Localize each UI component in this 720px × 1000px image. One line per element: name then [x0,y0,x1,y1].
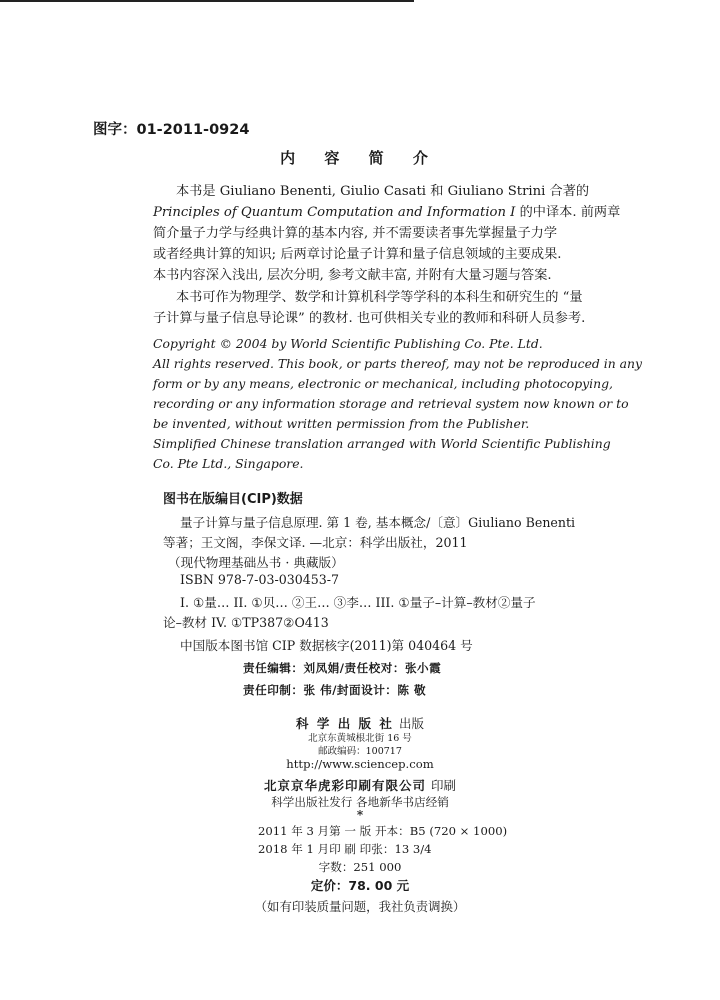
introduction-title: 内 容 简 介 [280,149,440,167]
intro-line: 子计算与量子信息导论课” 的教材. 也可供相关专业的教师和科研人员参考. [153,311,586,326]
copyright-line: Simplified Chinese translation arranged with World Scientific Publishing [153,436,611,451]
intro-line: 本书可作为物理学、数学和计算机科学等学科的本科生和研究生的 “量 [176,290,583,305]
price: 定价：78. 00 元 [310,878,410,893]
cip-line: I. ①量… II. ①贝… ②王… ③李… III. ①量子–计算–教材②量子 [180,595,536,610]
printer-action: 印刷 [431,778,457,793]
copyright-line: recording or any information storage and retrieval system now known or to [153,396,629,411]
printer-name: 北京京华虎彩印刷有限公司 [263,778,426,793]
cip-heading: 图书在版编目(CIP)数据 [163,492,303,507]
copyright-line: All rights reserved. This book, or parts thereof, may not be reproduced in any [153,356,643,371]
printer-line [0,775,720,794]
distribution-line: 科学出版社发行 各地新华书店经销 [271,795,449,809]
intro-line: 或者经典计算的知识; 后两章讨论量子计算和量子信息领域的主要成果. [153,247,562,262]
intro-line: 简介量子力学与经典计算的基本内容, 并不需要读者事先掌握量子力学 [153,226,558,241]
edition-printing: 2018 年 1 月印 刷 印张：13 3/4 [258,842,432,856]
copyright-line: form or by any means, electronic or mechanical, including photocopying, [153,376,613,391]
copyright-line: be invented, without written permission from the Publisher. [153,416,530,431]
word-count: 字数：251 000 [318,860,402,874]
intro-line: 本书是 Giuliano Benenti, Giulio Casati 和 Giuliano Strini 合著的 [176,184,590,199]
cip-catalog-number: 中国版本图书馆 CIP 数据核字(2011)第 040464 号 [180,638,473,653]
credits-production: 责任印制：张 伟/封面设计：陈 敬 [243,683,427,697]
book-title-original: Principles of Quantum Computation and Information I [153,205,516,220]
intro-line: Principles of Quantum Computation and Information I 的中译本. 前两章 [153,205,621,220]
separator-asterisk: * [356,808,364,822]
cip-line: 论–教材 IV. ①TP387②O413 [163,615,329,630]
cip-line: 等著；王文阁，李保文译. —北京：科学出版社，2011 [163,535,468,550]
cip-bottom-rule [0,1,414,2]
publisher-website: http://www.sciencep.com [286,757,434,771]
edition-first: 2011 年 3 月第 一 版 开本：B5 (720 × 1000) [258,824,508,838]
cip-line: 量子计算与量子信息原理. 第 1 卷, 基本概念/〔意〕Giuliano Benenti [180,515,576,530]
publisher-action: 出版 [399,716,425,731]
permit-number: 图字：01-2011-0924 [93,122,250,138]
cip-line: （现代物理基础丛书 · 典藏版） [168,555,344,570]
copyright-line: Copyright © 2004 by World Scientific Publishing Co. Pte. Ltd. [153,336,543,351]
copyright-line: Co. Pte Ltd., Singapore. [153,456,304,471]
quality-notice: （如有印装质量问题，我社负责调换） [254,899,466,914]
publisher-address: 北京东黄城根北街 16 号 [308,733,412,744]
publisher-postcode: 邮政编码：100717 [318,746,402,757]
intro-line: 本书内容深入浅出, 层次分明, 参考文献丰富, 并附有大量习题与答案. [153,268,552,283]
publisher-name: 科 学 出 版 社 [295,716,394,731]
cip-isbn: ISBN 978-7-03-030453-7 [180,572,340,587]
credits-editors: 责任编辑：刘凤娟/责任校对：张小霞 [243,661,442,675]
